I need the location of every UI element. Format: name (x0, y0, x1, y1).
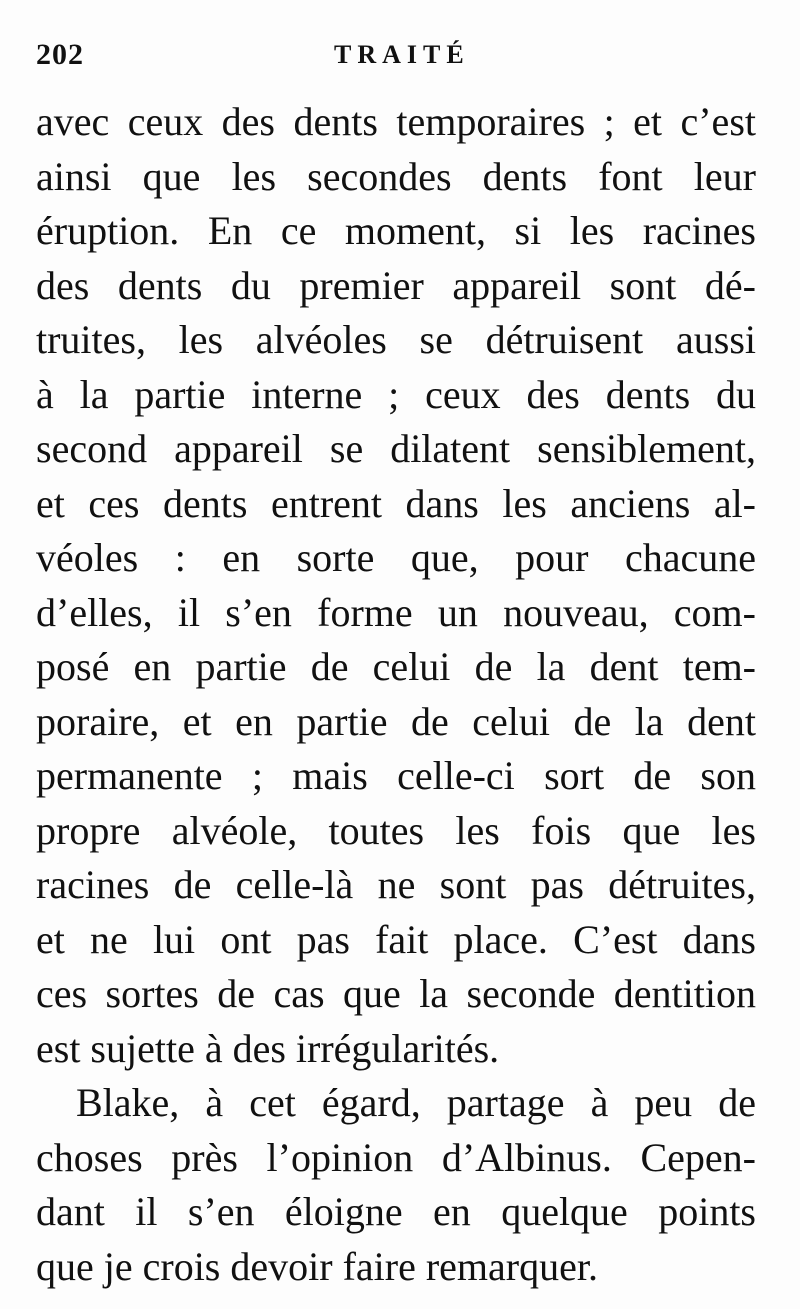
page-header (36, 38, 764, 78)
text-line: permanente ; mais celle-ci sort de son (36, 753, 756, 798)
text-line: éruption. En ce moment, si les racines (36, 208, 756, 253)
text-line: ainsi que les secondes dents font leur (36, 153, 756, 199)
text-line: et ne lui ont pas fait place. C’est dans (36, 916, 756, 962)
running-head: TRAITÉ (334, 40, 470, 69)
paragraph-start-line: Blake, à cet égard, partage à peu de (76, 1080, 756, 1125)
text-line: posé en partie de celui de la dent tem- (36, 644, 756, 689)
text-line: et ces dents entrent dans les anciens al- (36, 480, 756, 526)
text-line: racines de celle-là ne sont pas détruites, (36, 862, 756, 907)
text-line: choses près l’opinion d’Albinus. Cepen- (36, 1134, 756, 1180)
text-line: ces sortes de cas que la seconde dentition (36, 971, 756, 1016)
text-line: avec ceux des dents temporaires ; et c’est (36, 99, 756, 144)
text-line: poraire, et en partie de celui de la dent (36, 698, 756, 744)
paragraph-end-line: que je crois devoir faire remarquer. (36, 1243, 598, 1289)
text-line: d’elles, il s’en forme un nouveau, com- (36, 589, 756, 635)
text-line: véoles : en sorte que, pour chacune (36, 535, 756, 580)
body-text (36, 95, 756, 1294)
text-line: second appareil se dilatent sensiblement, (36, 426, 756, 471)
text-line: truites, les alvéoles se détruisent aussi (36, 317, 756, 362)
text-line: propre alvéole, toutes les fois que les (36, 807, 756, 853)
text-line: dant il s’en éloigne en quelque points (36, 1189, 756, 1234)
text-line: des dents du premier appareil sont dé- (36, 262, 756, 308)
paragraph-end-line: est sujette à des irrégularités. (36, 1025, 500, 1071)
text-line: à la partie interne ; ceux des dents du (36, 371, 756, 417)
page-number: 202 (36, 38, 84, 71)
